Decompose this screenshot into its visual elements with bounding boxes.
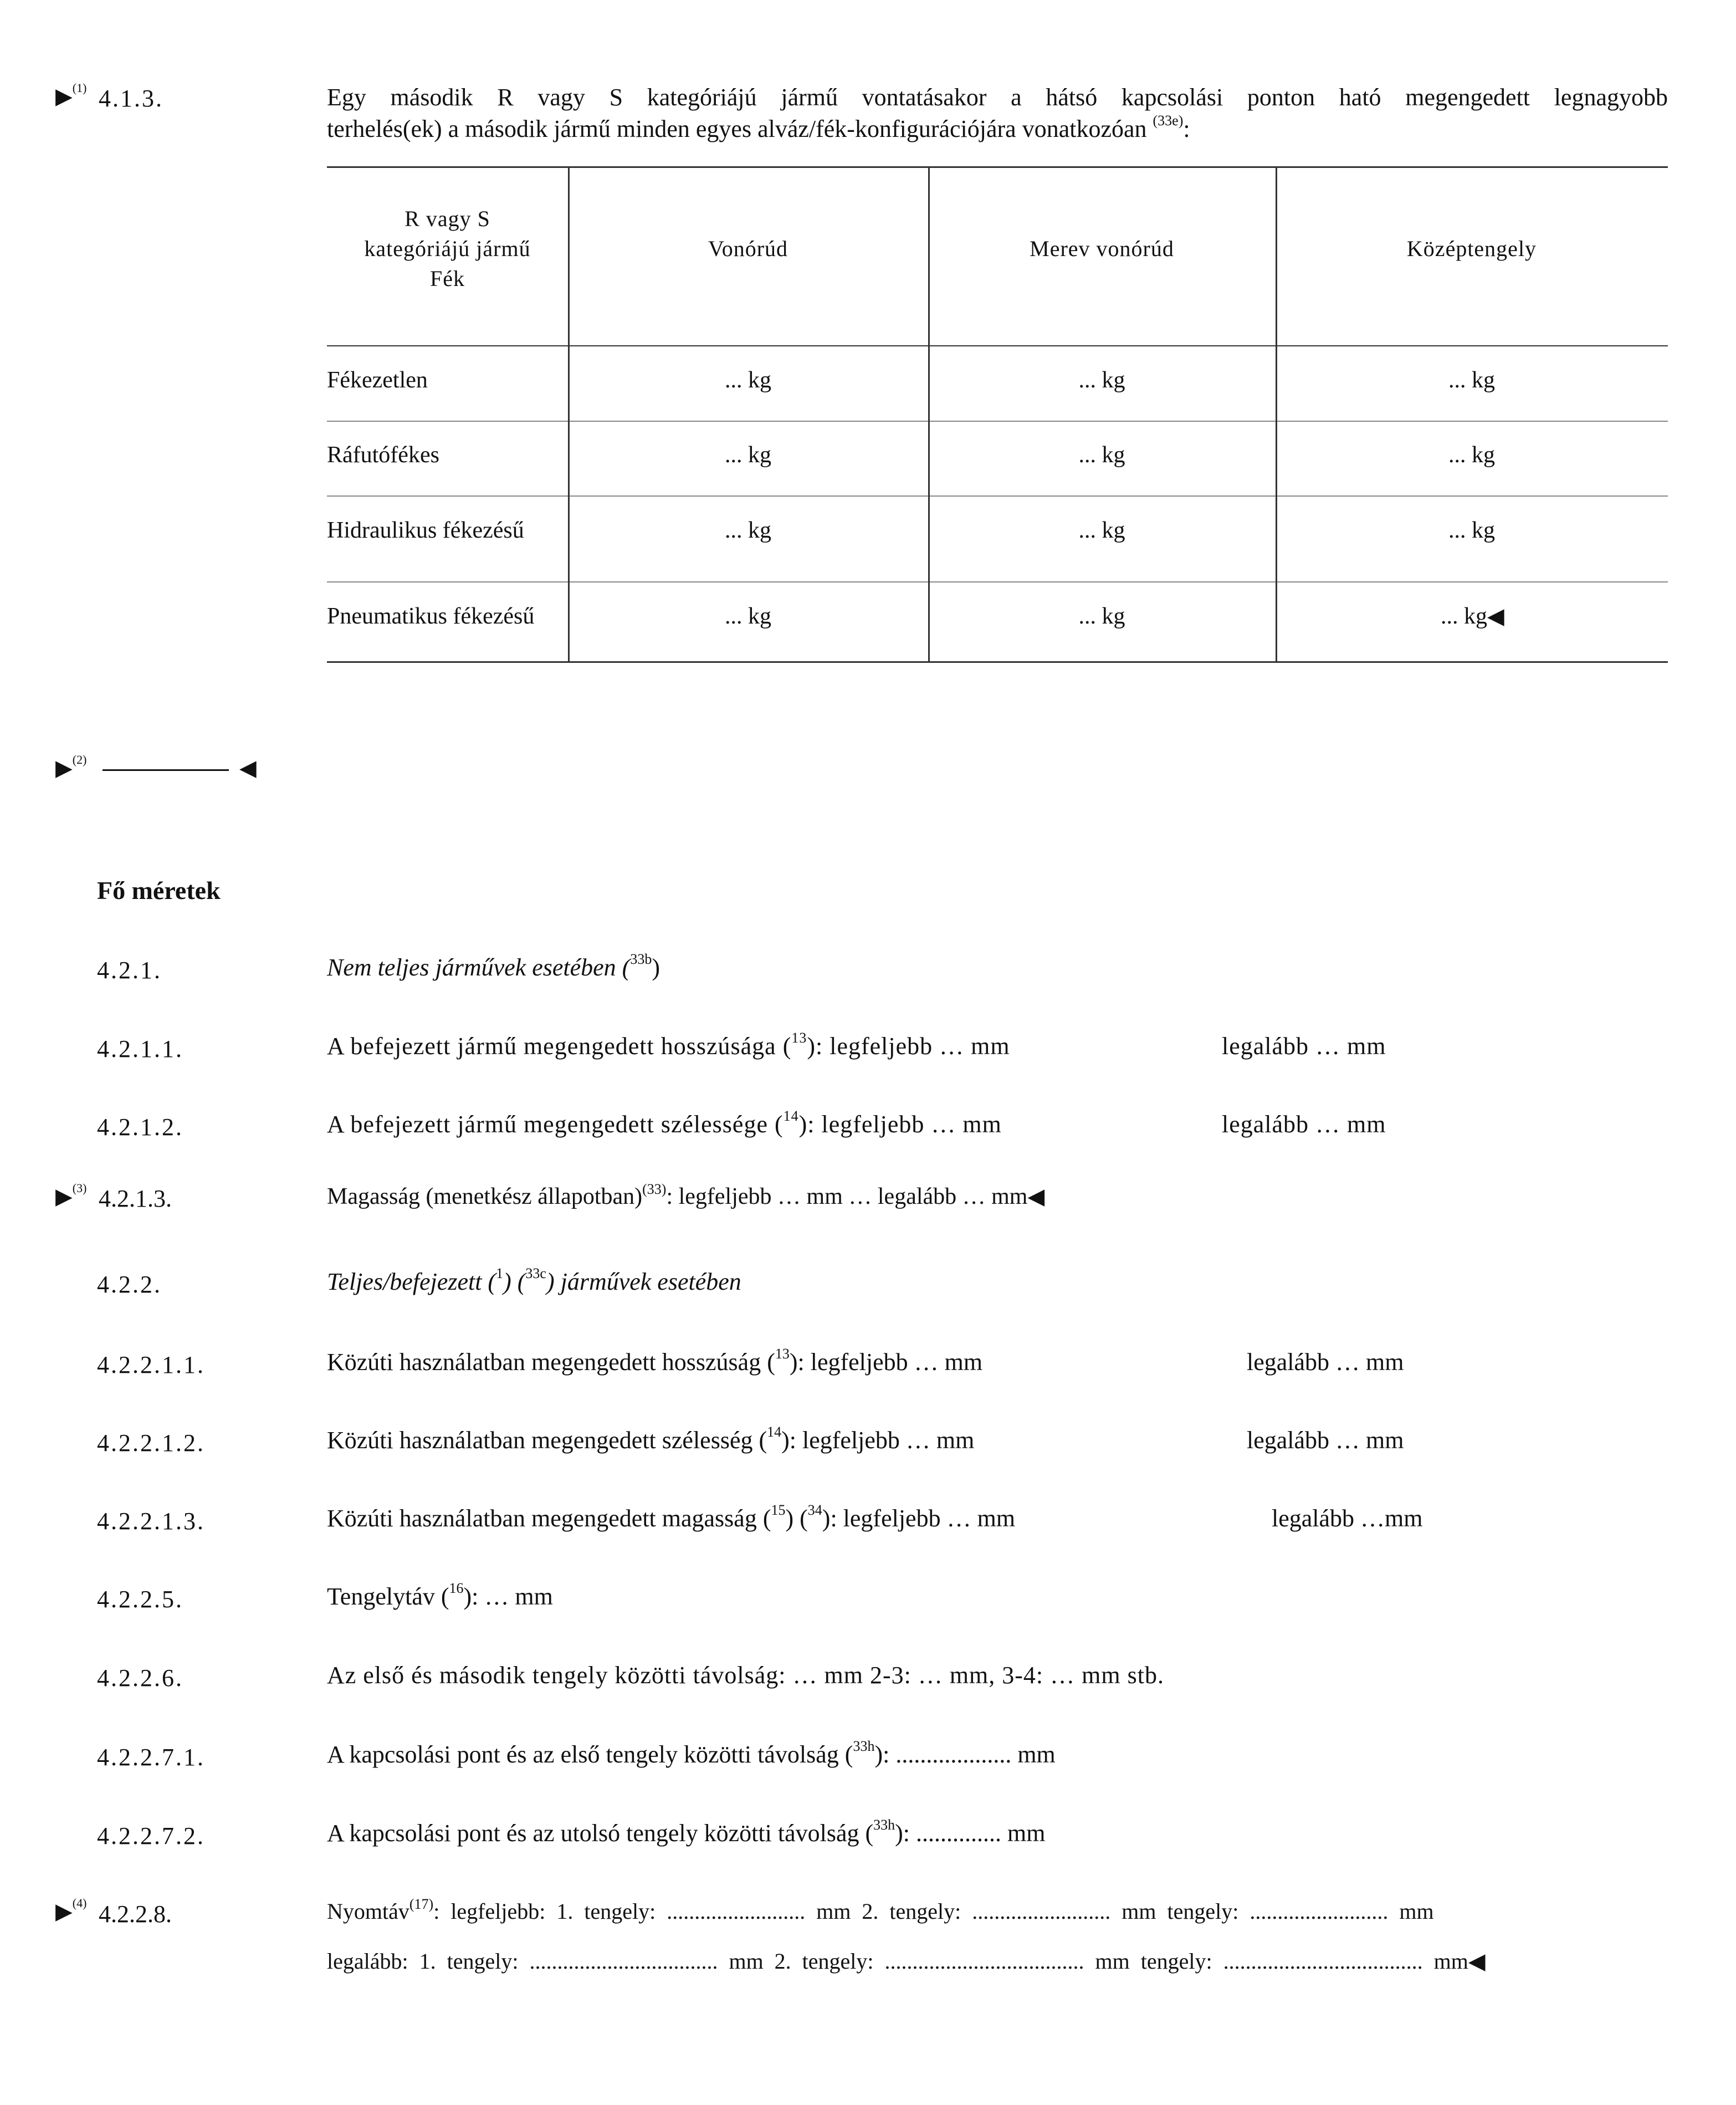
amendment-marker-4 — [55, 1898, 86, 1924]
section-text-line-2 — [327, 115, 1190, 143]
table-cell: ... kg — [1448, 442, 1495, 468]
item-number: 4.2.1.1. — [97, 1035, 183, 1062]
table-cell: ... kg — [1448, 518, 1495, 543]
table-col-header: Középtengely — [1406, 236, 1537, 261]
corner-header-line: R vagy S — [404, 206, 490, 231]
table-cell: ... kg — [1078, 518, 1125, 543]
left-triangle-icon: ◀ — [1027, 1184, 1045, 1209]
amendment-ref: (4) — [72, 1896, 87, 1910]
table-rule — [327, 581, 1668, 583]
item-text-main: Nyomtáv — [327, 1899, 409, 1924]
footnote-ref: 15 — [771, 1502, 786, 1518]
footnote-ref: 13 — [775, 1346, 790, 1362]
footnote-ref: 33h — [853, 1738, 875, 1754]
amendment-marker-3 — [55, 1183, 86, 1209]
item-text-main: Nem teljes járművek esetében ( — [327, 954, 631, 981]
item-number: 4.2.1. — [97, 957, 162, 984]
item-text — [327, 1032, 1010, 1060]
footnote-ref: (33e) — [1153, 113, 1184, 129]
colon: : — [1183, 115, 1190, 142]
left-triangle-icon: ◀ — [239, 755, 257, 780]
item-text — [327, 1110, 1002, 1138]
item-right-text: legalább … mm — [1222, 1033, 1386, 1060]
item-number: 4.2.2.8. — [99, 1900, 172, 1928]
item-text — [327, 1740, 1056, 1769]
table-cell — [1441, 603, 1504, 630]
item-text-line-1 — [327, 1898, 1434, 1924]
table-cell: ... kg — [725, 442, 771, 468]
footnote-ref: 14 — [767, 1424, 782, 1440]
table-rule-top — [327, 166, 1668, 168]
table-row-label: Fékezetlen — [327, 367, 428, 393]
left-triangle-icon: ◀ — [1468, 1949, 1486, 1974]
table-rule-bottom — [327, 661, 1668, 663]
amendment-ref: (2) — [72, 753, 87, 767]
table-col-header: Merev vonórúd — [1030, 236, 1174, 261]
table-cell-value: ... kg — [1441, 604, 1487, 629]
footnote-ref: 16 — [449, 1580, 464, 1596]
table-cell: ... kg — [1078, 604, 1125, 629]
item-text-mid: ) ( — [785, 1505, 808, 1532]
table-row-label: Ráfutófékes — [327, 442, 439, 468]
section-number: 4.1.3. — [99, 85, 163, 112]
item-text-main: Teljes/befejezett ( — [327, 1268, 496, 1295]
load-table — [327, 166, 1668, 662]
item-text-end: ) járművek esetében — [546, 1268, 741, 1295]
item-text-mid: ) ( — [503, 1268, 526, 1295]
footnote-ref: 14 — [783, 1108, 799, 1124]
item-text-main: legalább: 1. tengely: .................................. mm 2. tengely: .................................... mm tengely: .................................... mm — [327, 1949, 1468, 1974]
item-text-main: A kapcsolási pont és az első tengely közötti távolság ( — [327, 1741, 853, 1768]
item-text — [327, 1582, 553, 1611]
item-number: 4.2.2.6. — [97, 1664, 183, 1692]
item-text-line-2 — [327, 1948, 1486, 1974]
item-text-end: ): ................... mm — [874, 1741, 1056, 1768]
item-text-end: ): legfeljebb … mm — [822, 1505, 1016, 1532]
item-text-main: Közúti használatban megengedett magasság ( — [327, 1505, 771, 1532]
item-text — [327, 1504, 1015, 1532]
table-corner-header — [327, 204, 568, 294]
item-text — [327, 953, 660, 982]
item-text-end: ): legfeljebb … mm — [789, 1348, 983, 1376]
item-number: 4.2.2. — [97, 1271, 162, 1298]
item-number: 4.2.2.5. — [97, 1586, 183, 1613]
item-right-text: legalább … mm — [1247, 1348, 1404, 1376]
footnote-ref: 33b — [630, 951, 652, 967]
footnote-ref: 1 — [496, 1265, 504, 1281]
item-right-text: legalább …mm — [1272, 1505, 1423, 1532]
item-text-main: Magasság (menetkész állapotban) — [327, 1184, 643, 1209]
item-text — [327, 1426, 974, 1454]
item-text-end: : legfeljebb: 1. tengely: ......................... mm 2. tengely: ......................... mm tengely: ......................... mm — [433, 1899, 1434, 1924]
item-text-main: Közúti használatban megengedett szélesség ( — [327, 1427, 767, 1454]
item-number: 4.2.2.7.2. — [97, 1822, 205, 1849]
item-text-main: A kapcsolási pont és az utolsó tengely közötti távolság ( — [327, 1820, 874, 1847]
table-rule — [327, 345, 1668, 346]
item-text — [327, 1183, 1044, 1210]
amendment-marker-2 — [55, 755, 86, 781]
item-text-end: ) — [652, 954, 660, 981]
item-text — [327, 1348, 982, 1376]
right-triangle-icon: ▶ — [55, 1899, 73, 1924]
table-cell: ... kg — [725, 367, 771, 393]
right-triangle-icon: ▶ — [55, 755, 73, 780]
right-triangle-icon: ▶ — [55, 1184, 73, 1209]
table-cell: ... kg — [1078, 367, 1125, 393]
item-right-text: legalább … mm — [1247, 1427, 1404, 1454]
deleted-text-dash — [103, 769, 229, 771]
item-text-end: ): legfeljebb … mm — [798, 1111, 1002, 1138]
table-cell: ... kg — [1448, 367, 1495, 393]
item-number: 4.2.2.1.3. — [97, 1508, 205, 1535]
table-cell: ... kg — [1078, 442, 1125, 468]
left-triangle-icon: ◀ — [1487, 604, 1504, 629]
item-text — [327, 1265, 741, 1296]
amendment-marker-1 — [55, 83, 86, 109]
item-text: Az első és második tengely közötti távolság: … mm 2-3: … mm, 3-4: … mm stb. — [327, 1662, 1164, 1689]
item-number: 4.2.2.7.1. — [97, 1744, 205, 1771]
item-number: 4.2.1.3. — [99, 1185, 172, 1212]
table-col-header: Vonórúd — [708, 236, 788, 261]
item-text-main: A befejezett jármű megengedett hosszúsága ( — [327, 1033, 792, 1060]
table-rule — [327, 495, 1668, 497]
item-text-main: A befejezett jármű megengedett szélessége ( — [327, 1111, 783, 1138]
footnote-ref: 34 — [807, 1502, 822, 1518]
table-row-label: Hidraulikus fékezésű — [327, 518, 524, 543]
footnote-ref: (17) — [409, 1896, 434, 1912]
section-text-line-1: Egy második R vagy S kategóriájú jármű vontatásakor a hátsó kapcsolási ponton ható megengedett legnagyobb — [327, 84, 1668, 111]
item-text-end: ): … mm — [463, 1583, 553, 1610]
table-cell: ... kg — [725, 604, 771, 629]
item-text-main: Közúti használatban megengedett hosszúság ( — [327, 1348, 775, 1376]
table-cell: ... kg — [725, 518, 771, 543]
table-rule — [327, 421, 1668, 422]
table-row-label: Pneumatikus fékezésű — [327, 604, 535, 629]
footnote-ref: (33) — [642, 1181, 667, 1197]
amendment-ref: (1) — [72, 81, 87, 95]
item-number: 4.2.2.1.2. — [97, 1429, 205, 1457]
item-number: 4.2.2.1.1. — [97, 1351, 205, 1378]
section-text: terhelés(ek) a második jármű minden egyes alváz/fék-konfigurációjára vonatkozóan — [327, 115, 1147, 142]
item-text-main: Tengelytáv ( — [327, 1583, 449, 1610]
item-number: 4.2.1.2. — [97, 1113, 183, 1141]
corner-header-line: kategóriájú jármű — [364, 236, 531, 261]
footnote-ref: 33c — [525, 1265, 546, 1281]
item-text-end: : legfeljebb … mm … legalább … mm — [666, 1184, 1028, 1209]
item-text-end: ): legfeljebb … mm — [807, 1033, 1010, 1060]
footnote-ref: 13 — [791, 1030, 807, 1046]
item-text-end: ): .............. mm — [895, 1820, 1046, 1847]
amendment-ref: (3) — [72, 1181, 87, 1195]
right-triangle-icon: ▶ — [55, 84, 73, 109]
footnote-ref: 33h — [873, 1817, 895, 1833]
item-text-end: ): legfeljebb … mm — [781, 1427, 975, 1454]
item-right-text: legalább … mm — [1222, 1111, 1386, 1138]
corner-header-line: Fék — [430, 266, 465, 291]
item-text — [327, 1819, 1045, 1847]
section-heading: Fő méretek — [97, 876, 221, 905]
